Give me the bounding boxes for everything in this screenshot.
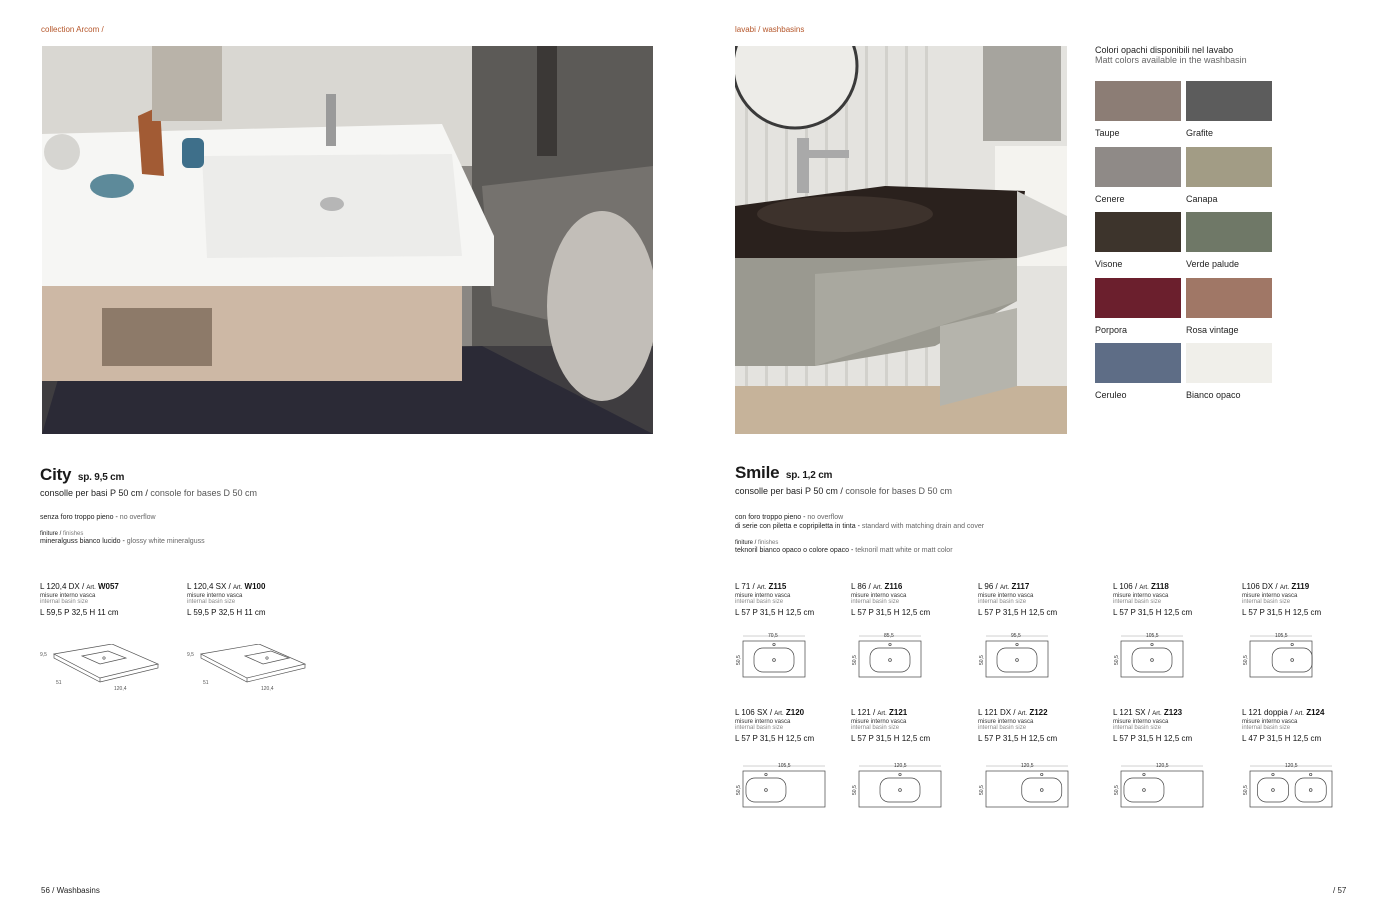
- article-item: [1242, 708, 1362, 743]
- smile-thickness: sp. 1,2 cm: [785, 470, 833, 481]
- basin-size-label-en: internal basin size: [187, 599, 236, 605]
- article-size: L 121 SX: [1113, 708, 1146, 717]
- plan-drawing: [735, 631, 811, 685]
- basin-size-label-it: misure interno vasca: [1113, 593, 1169, 599]
- dim-width-label: 120,4: [114, 686, 127, 692]
- city-finish-block: [40, 531, 205, 546]
- city-thickness: sp. 9,5 cm: [77, 472, 125, 483]
- article-art-label: Art.: [86, 585, 96, 591]
- article-code: Z120: [785, 708, 805, 717]
- basin-dimensions: L 57 P 31,5 H 12,5 cm: [1113, 608, 1193, 617]
- drain-icon: [773, 659, 776, 662]
- smile-finish-label-it: finiture: [735, 540, 754, 546]
- tap-hole-icon: [1272, 773, 1274, 775]
- basin-bowl-outline: [245, 651, 289, 664]
- article-size: L 71: [735, 582, 751, 591]
- city-name: City: [40, 465, 72, 484]
- article-art-label: Art.: [1279, 585, 1290, 591]
- dim-depth-label: 50,5: [979, 785, 985, 795]
- plan-drawing: [1242, 761, 1338, 815]
- article-art-label: Art.: [756, 585, 767, 591]
- article-code: Z121: [888, 708, 908, 717]
- smile-drain-en: standard with matching drain and cover: [861, 523, 985, 530]
- article-art-label: Art.: [1152, 711, 1162, 717]
- article-code: W100: [244, 582, 266, 591]
- article-code-line: L 120,4 SX / Art. W100: [187, 582, 266, 591]
- color-name: Visone: [1095, 259, 1123, 269]
- city-finish-label-en: finishes: [63, 531, 84, 537]
- right-breadcrumb: lavabi / washbasins: [735, 25, 805, 34]
- tap-hole-icon: [1151, 643, 1153, 645]
- smile-finish-en: teknoril matt white or matt color: [855, 547, 953, 554]
- left-folio: 56 / Washbasins: [41, 886, 100, 895]
- console-outline: [743, 641, 805, 677]
- basin-size-label-en: internal basin size: [1242, 599, 1291, 605]
- dim-width-label: 70,5: [768, 633, 778, 639]
- dim-width-label: 120,5: [894, 763, 907, 769]
- colors-title: [1095, 45, 1247, 65]
- article-code: W057: [97, 582, 119, 591]
- basin-dimensions: L 57 P 31,5 H 12,5 cm: [735, 734, 815, 743]
- article-code-line: L 106 SX / Art. Z120: [735, 708, 805, 717]
- smile-subtitle-it: consolle per basi P 50 cm: [735, 486, 838, 496]
- article-item: [40, 582, 160, 617]
- article-item: [1113, 582, 1233, 617]
- article-code: Z117: [1011, 582, 1030, 591]
- basin-outline: [754, 648, 794, 672]
- basin-outline: [870, 648, 910, 672]
- dim-depth-label: 50,5: [1114, 785, 1120, 795]
- city-subtitle-sep: /: [142, 488, 151, 498]
- basin-size-label-en: internal basin size: [1113, 599, 1162, 605]
- console-outline: [1121, 641, 1183, 677]
- article-code: Z116: [884, 582, 903, 591]
- article-code: Z118: [1150, 582, 1169, 591]
- dim-depth-label: 50,5: [1243, 785, 1249, 795]
- basin-outline: [1124, 778, 1164, 802]
- smile-overflow-note: con foro troppo pieno - no overflow di serie con piletta e copripiletta in tinta - standard with matching drain and cover: [735, 514, 985, 530]
- color-chip: [1186, 81, 1272, 121]
- basin-size-label-en: internal basin size: [40, 599, 89, 605]
- dim-depth-label: 50,5: [736, 785, 742, 795]
- article-code-line: L 121 SX / Art. Z123: [1113, 708, 1183, 717]
- article-size: L 96: [978, 582, 994, 591]
- article-art-label: Art.: [1294, 711, 1304, 717]
- isometric-drawing: [187, 644, 317, 692]
- plan-drawing: [851, 761, 947, 815]
- color-swatch: [1186, 81, 1272, 138]
- basin-bowl-outline: [82, 651, 126, 664]
- basin-size-label-it: misure interno vasca: [1113, 719, 1169, 725]
- basin-outline: [1272, 648, 1312, 672]
- smile-subtitle: [735, 486, 1335, 496]
- dim-width-label: 105,5: [1146, 633, 1159, 639]
- color-chip: [1186, 147, 1272, 187]
- console-outline: [859, 641, 921, 677]
- basin-size-label-en: internal basin size: [978, 725, 1027, 731]
- dim-depth-label: 50,5: [852, 655, 858, 665]
- console-outline: [859, 771, 941, 807]
- plan-drawing: [978, 631, 1054, 685]
- drain-icon: [1040, 789, 1043, 792]
- basin-dimensions: L 57 P 31,5 H 12,5 cm: [851, 608, 931, 617]
- basin-size-label-it: misure interno vasca: [735, 719, 791, 725]
- city-subtitle-it: consolle per basi P 50 cm: [40, 488, 143, 498]
- article-size: L 121 doppia: [1242, 708, 1288, 717]
- basin-outline: [746, 778, 786, 802]
- article-code-line: L 106 / Art. Z118: [1113, 582, 1169, 591]
- color-chip: [1095, 278, 1181, 318]
- dim-depth-label: 50,5: [736, 655, 742, 665]
- basin-size-label-en: internal basin size: [735, 599, 784, 605]
- color-name: Bianco opaco: [1186, 390, 1241, 400]
- basin-size-label-en: internal basin size: [978, 599, 1027, 605]
- article-code-line: L106 DX / Art. Z119: [1242, 582, 1310, 591]
- article-code-line: L 96 / Art. Z117: [978, 582, 1030, 591]
- color-swatch: [1095, 147, 1181, 204]
- tap-hole-icon: [1143, 773, 1145, 775]
- color-swatch: [1095, 81, 1181, 138]
- article-code: Z115: [768, 582, 787, 591]
- dim-width-label: 105,5: [778, 763, 791, 769]
- basin-size-label-en: internal basin size: [1113, 725, 1162, 731]
- article-size: L 120,4 DX: [40, 582, 80, 591]
- basin-size-label-en: internal basin size: [851, 599, 900, 605]
- article-art-label: Art.: [232, 585, 243, 591]
- city-finish-en: glossy white mineralguss: [126, 538, 205, 545]
- drain-icon: [899, 789, 902, 792]
- right-folio: / 57: [1333, 886, 1347, 895]
- article-item: [187, 582, 307, 617]
- basin-outline: [1132, 648, 1172, 672]
- basin-dimensions: L 57 P 31,5 H 12,5 cm: [1242, 608, 1322, 617]
- article-size: L 106: [1113, 582, 1133, 591]
- city-finish-it: mineralguss bianco lucido: [40, 538, 121, 545]
- drain-icon: [889, 659, 892, 662]
- article-code-line: L 86 / Art. Z116: [851, 582, 903, 591]
- basin-top-outline: [201, 644, 305, 678]
- drain-icon: [1272, 789, 1275, 792]
- dim-width-label: 120,4: [261, 686, 274, 692]
- color-chip: [1186, 212, 1272, 252]
- basin-dimensions: L 57 P 31,5 H 12,5 cm: [978, 608, 1058, 617]
- basin-dimensions: L 59,5 P 32,5 H 11 cm: [40, 608, 119, 617]
- dim-depth-label: 50,5: [1243, 655, 1249, 665]
- city-finish-label: finiture / finishes: [40, 531, 84, 537]
- basin-size-label-it: misure interno vasca: [40, 593, 96, 599]
- smile-title: [735, 463, 1335, 483]
- drain-icon: [103, 657, 105, 659]
- color-name: Cenere: [1095, 193, 1125, 204]
- dim-depth-label: 50,5: [1114, 655, 1120, 665]
- dim-width-label: 120,5: [1285, 763, 1298, 769]
- basin-outline: [1295, 778, 1326, 802]
- color-swatch: [1095, 343, 1181, 400]
- plan-drawing: [735, 761, 831, 815]
- basin-outline: [997, 648, 1037, 672]
- plan-drawing: [1113, 631, 1189, 685]
- basin-outline: [880, 778, 920, 802]
- basin-outline: [1257, 778, 1288, 802]
- color-swatch: [1186, 278, 1272, 335]
- article-art-label: Art.: [999, 585, 1010, 591]
- city-product-header: [40, 465, 640, 498]
- basin-dimensions: L 57 P 31,5 H 12,5 cm: [1113, 734, 1193, 743]
- dim-height-label: 9,5: [187, 652, 194, 658]
- article-code-line: L 121 doppia / Art. Z124: [1242, 708, 1325, 717]
- city-title: [40, 465, 640, 485]
- basin-size-label-it: misure interno vasca: [187, 593, 243, 599]
- color-swatch: [1186, 343, 1272, 400]
- basin-size-label-it: misure interno vasca: [851, 719, 907, 725]
- tap-hole-icon: [889, 643, 891, 645]
- article-code-line: L 120,4 DX / Art. W057: [40, 582, 119, 591]
- city-overflow-en: no overflow: [119, 514, 156, 521]
- basin-dimensions: L 47 P 31,5 H 12,5 cm: [1242, 734, 1322, 743]
- dim-depth-label: 51: [203, 680, 209, 686]
- dim-depth-label: 50,5: [979, 655, 985, 665]
- color-name: Verde palude: [1186, 259, 1240, 269]
- dim-width-label: 105,5: [1275, 633, 1288, 639]
- color-chip: [1186, 343, 1272, 383]
- color-chip: [1095, 147, 1181, 187]
- basin-size-label-it: misure interno vasca: [1242, 593, 1298, 599]
- basin-top-outline: [54, 644, 158, 678]
- basin-dimensions: L 59,5 P 32,5 H 11 cm: [187, 608, 266, 617]
- tap-hole-icon: [765, 773, 767, 775]
- city-subtitle-en: console for bases D 50 cm: [150, 488, 257, 498]
- smile-name: Smile: [735, 463, 780, 482]
- color-swatch: [1095, 212, 1181, 269]
- city-overflow-note: senza foro troppo pieno - no overflow: [40, 514, 156, 521]
- basin-size-label-it: misure interno vasca: [851, 593, 907, 599]
- basin-size-label-it: misure interno vasca: [735, 593, 791, 599]
- article-size: L106 DX: [1242, 582, 1274, 591]
- article-size: L 120,4 SX: [187, 582, 227, 591]
- smile-drain-it: di serie con piletta e copripiletta in tinta: [735, 523, 856, 530]
- article-art-label: Art.: [872, 585, 883, 591]
- article-item: [978, 582, 1098, 617]
- article-art-label: Art.: [1017, 711, 1028, 717]
- console-outline: [1121, 771, 1203, 807]
- article-code: Z119: [1291, 582, 1310, 591]
- color-swatch: [1186, 212, 1272, 269]
- basin-outline: [1022, 778, 1062, 802]
- color-chip: [1095, 81, 1181, 121]
- console-outline: [743, 771, 825, 807]
- basin-size-label-it: misure interno vasca: [978, 719, 1034, 725]
- plan-drawing: [978, 761, 1074, 815]
- smile-finish-label-en: finishes: [758, 540, 779, 546]
- article-code: Z122: [1029, 708, 1048, 717]
- smile-subtitle-en: console for bases D 50 cm: [845, 486, 952, 496]
- article-item: [1242, 582, 1362, 617]
- article-size: L 121 DX: [978, 708, 1012, 717]
- drain-icon: [1151, 659, 1154, 662]
- left-breadcrumb: collection Arcom /: [41, 25, 104, 34]
- basin-size-label-en: internal basin size: [851, 725, 900, 731]
- article-item: [978, 708, 1098, 743]
- article-art-label: Art.: [877, 711, 887, 717]
- basin-dimensions: L 57 P 31,5 H 12,5 cm: [851, 734, 931, 743]
- article-size: L 106 SX: [735, 708, 768, 717]
- drain-icon: [1309, 789, 1312, 792]
- color-swatch: [1186, 147, 1272, 204]
- colors-title-en: Matt colors available in the washbasin: [1095, 55, 1247, 65]
- article-item: [735, 708, 855, 743]
- plan-drawing: [1113, 761, 1209, 815]
- article-size: L 121: [851, 708, 871, 717]
- dim-depth-label: 51: [56, 680, 62, 686]
- smile-subtitle-sep: /: [837, 486, 846, 496]
- city-subtitle: [40, 488, 640, 498]
- isometric-drawing: [40, 644, 170, 692]
- drain-icon: [1143, 789, 1146, 792]
- smile-finish-block: [735, 540, 953, 555]
- colors-title-it: Colori opachi disponibili nel lavabo: [1095, 45, 1234, 55]
- drain-icon: [765, 789, 768, 792]
- article-item: [851, 708, 971, 743]
- tap-hole-icon: [899, 773, 901, 775]
- smile-washbasin-photo: [735, 46, 1067, 434]
- color-chip: [1186, 278, 1272, 318]
- article-code-line: L 121 / Art. Z121: [851, 708, 908, 717]
- color-name: Ceruleo: [1095, 390, 1127, 400]
- tap-hole-icon: [1309, 773, 1311, 775]
- article-code-line: L 71 / Art. Z115: [735, 582, 787, 591]
- city-finish-label-it: finiture: [40, 531, 59, 537]
- smile-overflow-en: no overflow: [807, 514, 844, 521]
- color-swatch: [1095, 278, 1181, 335]
- dim-depth-label: 50,5: [852, 785, 858, 795]
- tap-hole-icon: [1016, 643, 1018, 645]
- color-name: Canapa: [1186, 193, 1218, 204]
- color-name: Grafite: [1186, 128, 1214, 138]
- smile-product-header: [735, 463, 1335, 496]
- article-item: [735, 582, 855, 617]
- color-chip: [1095, 212, 1181, 252]
- color-chip: [1095, 343, 1181, 383]
- dim-width-label: 120,5: [1021, 763, 1034, 769]
- tap-hole-icon: [1291, 643, 1293, 645]
- basin-size-label-en: internal basin size: [735, 725, 784, 731]
- plan-drawing: [851, 631, 927, 685]
- color-name: Taupe: [1095, 128, 1120, 138]
- dim-height-label: 9,5: [40, 652, 47, 658]
- city-washbasin-photo: [42, 46, 653, 434]
- tap-hole-icon: [773, 643, 775, 645]
- drain-icon: [266, 657, 268, 659]
- article-item: [851, 582, 971, 617]
- article-item: [1113, 708, 1233, 743]
- basin-size-label-en: internal basin size: [1242, 725, 1291, 731]
- smile-finish-label: finiture / finishes: [735, 540, 779, 546]
- article-size: L 86: [851, 582, 867, 591]
- basin-size-label-it: misure interno vasca: [1242, 719, 1298, 725]
- drain-icon: [1291, 659, 1294, 662]
- console-outline: [1250, 641, 1312, 677]
- basin-size-label-it: misure interno vasca: [978, 593, 1034, 599]
- smile-finish-it: teknoril bianco opaco o colore opaco: [735, 547, 850, 554]
- dim-width-label: 85,5: [884, 633, 894, 639]
- smile-finish-text: teknoril bianco opaco o colore opaco - teknoril matt white or matt color: [735, 547, 953, 554]
- article-art-label: Art.: [774, 711, 784, 717]
- article-code: Z124: [1306, 708, 1325, 717]
- console-outline: [986, 641, 1048, 677]
- dim-width-label: 95,5: [1011, 633, 1021, 639]
- smile-overflow-it: con foro troppo pieno: [735, 514, 802, 521]
- article-code-line: L 121 DX / Art. Z122: [978, 708, 1048, 717]
- basin-dimensions: L 57 P 31,5 H 12,5 cm: [735, 608, 815, 617]
- article-art-label: Art.: [1139, 585, 1149, 591]
- plan-drawing: [1242, 631, 1318, 685]
- basin-dimensions: L 57 P 31,5 H 12,5 cm: [978, 734, 1058, 743]
- article-code: Z123: [1163, 708, 1183, 717]
- tap-hole-icon: [1041, 773, 1043, 775]
- city-overflow-it: senza foro troppo pieno: [40, 514, 114, 521]
- color-name: Rosa vintage: [1186, 324, 1239, 335]
- dim-width-label: 120,5: [1156, 763, 1169, 769]
- drain-icon: [1016, 659, 1019, 662]
- color-name: Porpora: [1095, 324, 1128, 335]
- city-finish-text: mineralguss bianco lucido - glossy white mineralguss: [40, 538, 205, 545]
